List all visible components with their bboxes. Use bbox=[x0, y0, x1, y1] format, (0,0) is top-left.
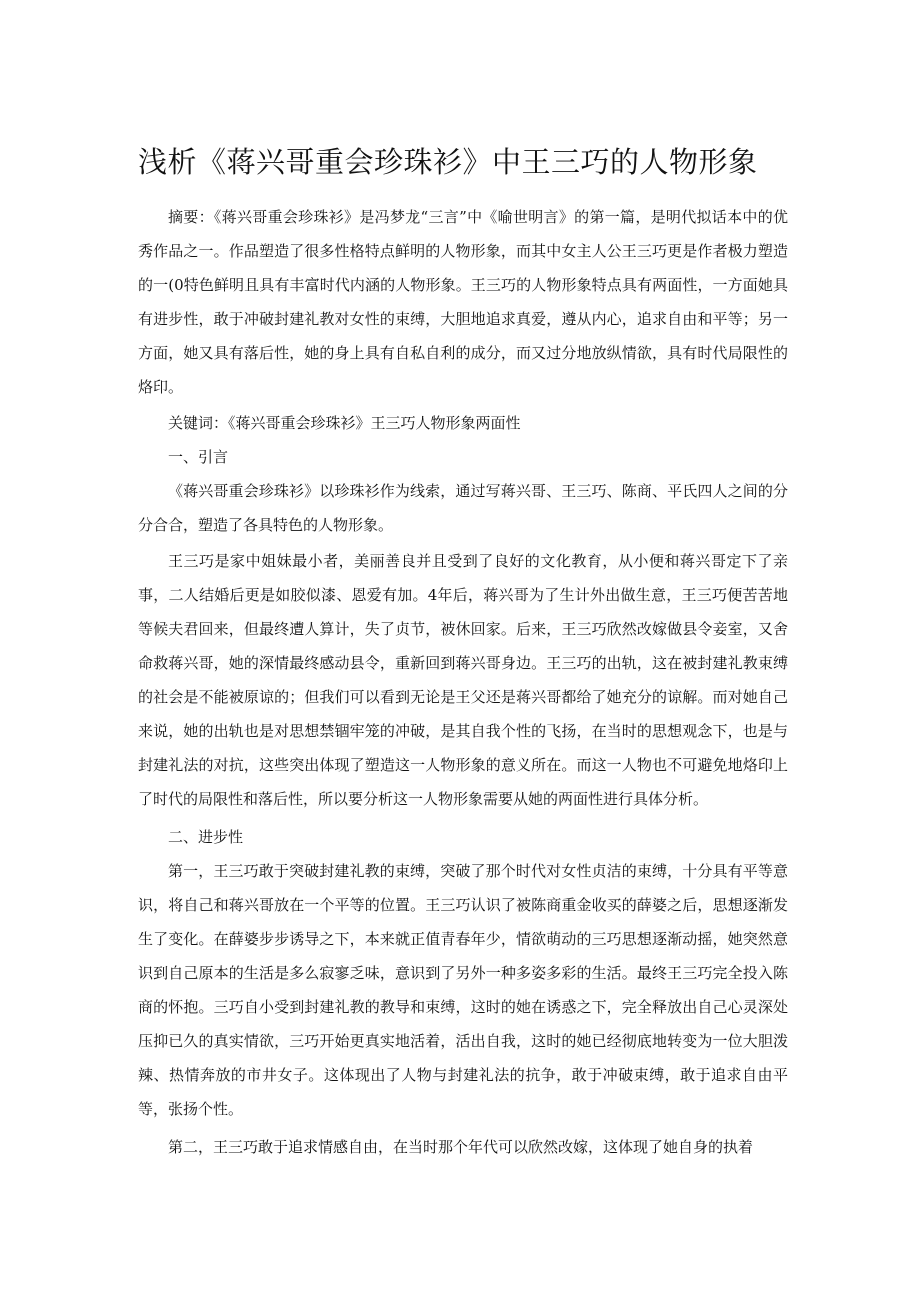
body-paragraph: 第一，王三巧敢于突破封建礼教的束缚，突破了那个时代对女性贞洁的束缚，十分具有平等意识，将自己和蒋兴哥放在一个平等的位置。王三巧认识了被陈商重金收买的薛婆之后，思想逐渐发生了变化。在薛婆步步诱导之下，本来就正值青春年少，情欲萌动的三巧思想逐渐动摇，她突然意识到自己原本的生活是多么寂寥乏味，意识到了另外一种多姿多彩的生活。最终王三巧完全投入陈商的怀抱。三巧自小受到封建礼教的教导和束缚，这时的她在诱惑之下，完全释放出自己心灵深处压抑已久的真实情欲，三巧开始更真实地活着，活出自我，这时的她已经彻底地转变为一位大胆泼辣、热情奔放的市井女子。这体现出了人物与封建礼法的抗争，敢于冲破束缚，敢于追求自由平等，张扬个性。 bbox=[138, 862, 788, 1118]
document-title: 浅析《蒋兴哥重会珍珠衫》中王三巧的人物形象 bbox=[138, 145, 758, 179]
abstract-paragraph: 摘要：《蒋兴哥重会珍珠衫》是冯梦龙“三言”中《喻世明言》的第一篇，是明代拟话本中的优秀作品之一。作品塑造了很多性格特点鲜明的人物形象，而其中女主人公王三巧更是作者极力塑造的一(0特色鲜明且具有丰富时代内涵的人物形象。王三巧的人物形象特点具有两面性，一方面她具有进步性，敢于冲破封建礼教对女性的束缚，大胆地追求真爱，遵从内心，追求自由和平等；另一方面，她又具有落后性，她的身上具有自私自利的成分，而又过分地放纵情欲，具有时代局限性的烙印。 bbox=[138, 208, 788, 396]
body-paragraph: 王三巧是家中姐妹最小者，美丽善良并且受到了良好的文化教育，从小便和蒋兴哥定下了亲事，二人结婚后更是如胶似漆、恩爱有加。4年后，蒋兴哥为了生计外出做生意，王三巧便苦苦地等候夫君回来，但最终遭人算计，失了贞节，被休回家。后来，王三巧欣然改嫁做县令妾室，又舍命救蒋兴哥，她的深情最终感动县令，重新回到蒋兴哥身边。王三巧的出轨，这在被封建礼教束缚的社会是不能被原谅的；但我们可以看到无论是王父还是蒋兴哥都给了她充分的谅解。而对她自己来说，她的出轨也是对思想禁锢牢笼的冲破，是其自我个性的飞扬，在当时的思想观念下，也是与封建礼法的对抗，这些突出体现了塑造这一人物形象的意义所在。而这一人物也不可避免地烙印上了时代的局限性和落后性，所以要分析这一人物形象需要从她的两面性进行具体分析。 bbox=[138, 552, 788, 808]
body-paragraph: 第二，王三巧敢于追求情感自由，在当时那个年代可以欣然改嫁，这体现了她自身的执着 bbox=[168, 1138, 754, 1156]
body-paragraph: 《蒋兴哥重会珍珠衫》以珍珠衫作为线索，通过写蒋兴哥、王三巧、陈商、平氏四人之间的分分合合，塑造了各具特色的人物形象。 bbox=[138, 482, 788, 534]
section-1-heading: 一、引言 bbox=[168, 448, 229, 466]
document-body bbox=[138, 200, 788, 1164]
keywords-line: 关键词：《蒋兴哥重会珍珠衫》王三巧人物形象两面性 bbox=[168, 414, 521, 432]
section-2-heading: 二、进步性 bbox=[168, 828, 244, 846]
